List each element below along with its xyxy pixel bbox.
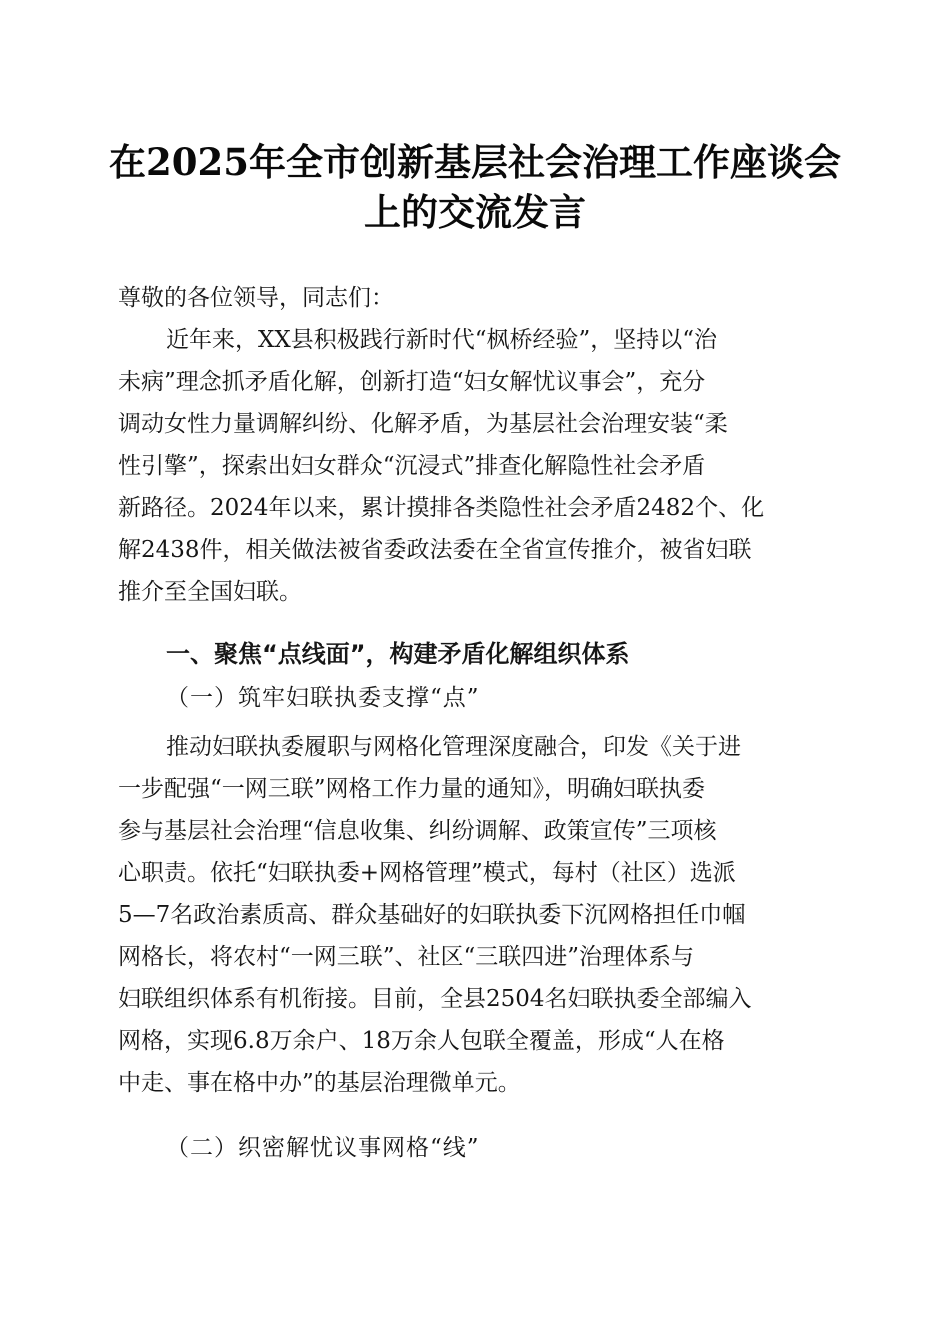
subsection-1-heading: （一）筑牢妇联执委支撑“点”: [166, 685, 480, 711]
intro-line-2: 未病”理念抓矛盾化解，创新打造“妇女解忧议事会”，充分: [118, 369, 706, 395]
subsection-1-line-7: 妇联组织体系有机衔接。目前，全县2504名妇联执委全部编入: [118, 986, 752, 1012]
subsection-1-line-1: 推动妇联执委履职与网格化管理深度融合，印发《关于进: [166, 734, 741, 760]
subsection-1-line-3: 参与基层社会治理“信息收集、纠纷调解、政策宣传”三项核: [118, 818, 717, 844]
document-title-line-1: 在2025年全市创新基层社会治理工作座谈会: [109, 140, 841, 184]
intro-line-5: 新路径。2024年以来，累计摸排各类隐性社会矛盾2482个、化: [118, 495, 765, 521]
subsection-1-line-9: 中走、事在格中办”的基层治理微单元。: [118, 1070, 521, 1096]
intro-line-1: 近年来，XX县积极践行新时代“枫桥经验”，坚持以“治: [166, 327, 718, 353]
subsection-1-line-2: 一步配强“一网三联”网格工作力量的通知》，明确妇联执委: [118, 776, 706, 802]
subsection-1-line-6: 网格长，将农村“一网三联”、社区“三联四进”治理体系与: [118, 944, 695, 970]
intro-line-7: 推介至全国妇联。: [118, 579, 302, 605]
intro-line-4: 性引擎”，探索出妇女群众“沉浸式”排查化解隐性社会矛盾: [118, 453, 706, 479]
section-1-heading: 一、聚焦“点线面”，构建矛盾化解组织体系: [166, 640, 630, 668]
intro-line-6: 解2438件，相关做法被省委政法委在全省宣传推介，被省妇联: [118, 537, 752, 563]
salutation: 尊敬的各位领导，同志们：: [118, 285, 394, 311]
subsection-1-line-4: 心职责。依托“妇联执委+网格管理”模式，每村（社区）选派: [118, 860, 736, 886]
subsection-2-heading: （二）织密解忧议事网格“线”: [166, 1135, 480, 1161]
document-title-line-2: 上的交流发言: [364, 190, 586, 234]
subsection-1-line-5: 5—7名政治素质高、群众基础好的妇联执委下沉网格担任巾帼: [118, 902, 746, 928]
intro-line-3: 调动女性力量调解纠纷、化解矛盾，为基层社会治理安装“柔: [118, 411, 728, 437]
subsection-1-line-8: 网格，实现6.8万余户、18万余人包联全覆盖，形成“人在格: [118, 1028, 725, 1054]
